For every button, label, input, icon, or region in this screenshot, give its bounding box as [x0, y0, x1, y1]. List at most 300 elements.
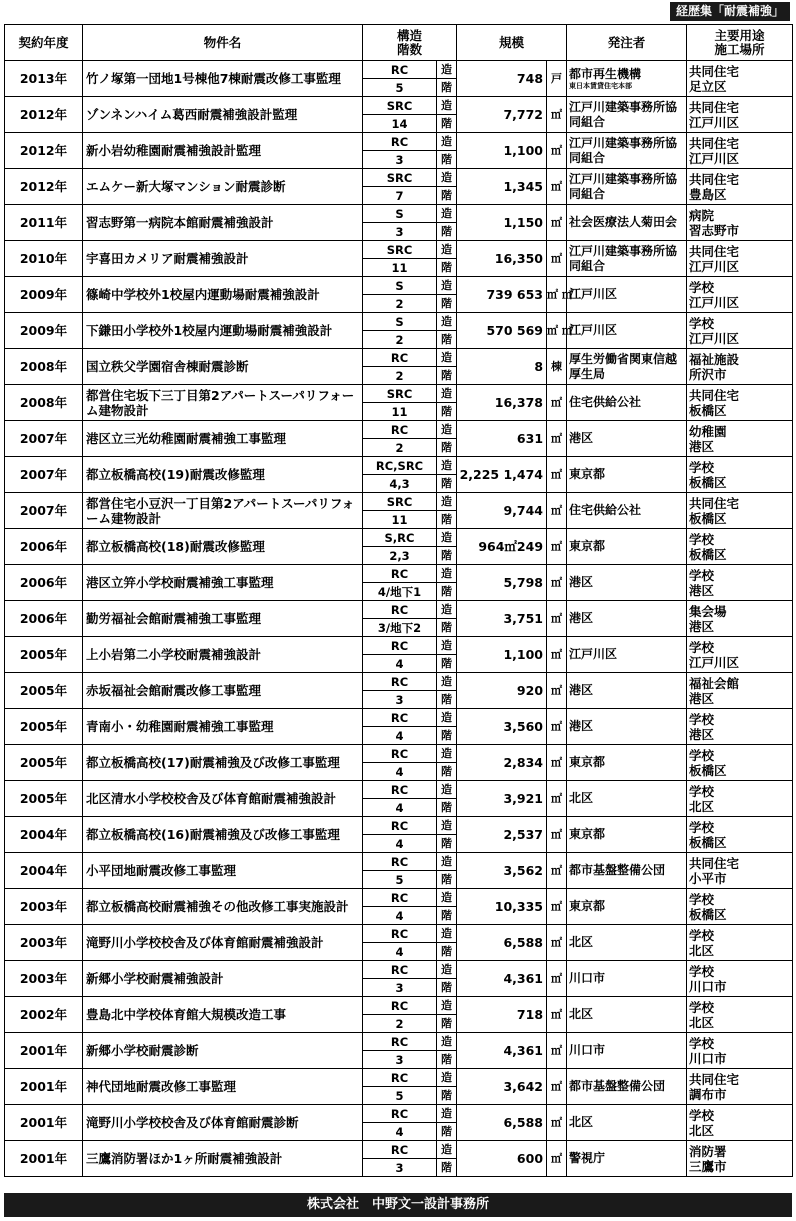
place-text: 板橋区	[689, 474, 727, 490]
scale-value-cell: 10,335	[457, 889, 547, 925]
structure-cell: SRC	[363, 241, 437, 259]
place-text: 板橋区	[689, 834, 727, 850]
client-name: 江戸川建築事務所協同組合	[569, 99, 678, 129]
client-name: 北区	[569, 935, 594, 949]
scale-unit-cell: ㎡	[547, 1141, 567, 1177]
use-place-cell	[687, 97, 793, 133]
table-row	[5, 133, 793, 151]
place-text: 板橋区	[689, 546, 727, 562]
use-place-cell	[687, 205, 793, 241]
use-place-cell	[687, 817, 793, 853]
scale-value-cell: 8	[457, 349, 547, 385]
structure-unit: 造	[437, 1033, 457, 1051]
use-text: 学校	[689, 747, 715, 763]
project-name-cell: 都立板橋高校(18)耐震改修監理	[83, 529, 363, 565]
use-text: 学校	[689, 315, 715, 331]
use-text: 共同住宅	[689, 243, 740, 259]
use-place-cell	[687, 349, 793, 385]
year-cell: 2006年	[5, 565, 83, 601]
floors-cell: 3	[363, 151, 437, 169]
structure-cell: RC,SRC	[363, 457, 437, 475]
scale-value-cell: 1,100	[457, 637, 547, 673]
floors-unit: 階	[437, 1087, 457, 1105]
place-text: 江戸川区	[689, 150, 740, 166]
structure-unit: 造	[437, 709, 457, 727]
table-row	[5, 421, 793, 439]
client-cell	[567, 709, 687, 745]
place-text: 板橋区	[689, 906, 727, 922]
use-text: 学校	[689, 819, 715, 835]
use-text: 共同住宅	[689, 1071, 740, 1087]
project-name-cell: 竹ノ塚第一団地1号棟他7棟耐震改修工事監理	[83, 61, 363, 97]
col-client: 発注者	[567, 25, 687, 61]
year-cell: 2004年	[5, 817, 83, 853]
place-text: 港区	[689, 690, 715, 706]
structure-unit: 造	[437, 1069, 457, 1087]
floors-unit: 階	[437, 943, 457, 961]
table-body	[5, 61, 793, 1177]
client-cell	[567, 673, 687, 709]
place-text: 調布市	[689, 1086, 727, 1102]
use-text: 共同住宅	[689, 495, 740, 511]
floors-unit: 階	[437, 115, 457, 133]
scale-unit-cell: ㎡	[547, 205, 567, 241]
client-name: 江戸川建築事務所協同組合	[569, 171, 678, 201]
table-row	[5, 457, 793, 475]
table-row	[5, 1069, 793, 1087]
col-scale: 規模	[457, 25, 567, 61]
client-name: 川口市	[569, 971, 606, 985]
scale-value-cell: 748	[457, 61, 547, 97]
scale-value-cell: 1,345	[457, 169, 547, 205]
place-text: 板橋区	[689, 762, 727, 778]
table-row	[5, 529, 793, 547]
use-place-cell	[687, 241, 793, 277]
floors-unit: 階	[437, 403, 457, 421]
project-name-cell: 神代団地耐震改修工事監理	[83, 1069, 363, 1105]
scale-unit-cell: ㎡	[547, 565, 567, 601]
client-cell	[567, 493, 687, 529]
place-text: 北区	[689, 798, 715, 814]
use-text: 学校	[689, 927, 715, 943]
client-name: 北区	[569, 791, 594, 805]
col-structure-top: 構造	[397, 27, 423, 43]
floors-unit: 階	[437, 151, 457, 169]
use-text: 共同住宅	[689, 855, 740, 871]
client-cell	[567, 97, 687, 133]
client-name: 東京都	[569, 755, 606, 769]
use-place-cell	[687, 601, 793, 637]
structure-cell: RC	[363, 1105, 437, 1123]
project-name-cell: 青南小・幼稚園耐震補強工事監理	[83, 709, 363, 745]
floors-unit: 階	[437, 331, 457, 349]
floors-unit: 階	[437, 547, 457, 565]
year-cell: 2003年	[5, 925, 83, 961]
floors-cell: 4	[363, 1123, 437, 1141]
place-text: 江戸川区	[689, 258, 740, 274]
client-name: 北区	[569, 1115, 594, 1129]
client-name: 警視庁	[569, 1151, 606, 1165]
client-name: 港区	[569, 611, 594, 625]
year-cell: 2009年	[5, 277, 83, 313]
scale-unit-cell: ㎡	[547, 997, 567, 1033]
scale-unit-cell: ㎡	[547, 961, 567, 997]
use-text: 学校	[689, 891, 715, 907]
use-place-cell	[687, 133, 793, 169]
table-row	[5, 313, 793, 331]
scale-value-cell: 739 653	[457, 277, 547, 313]
scale-unit-cell: ㎡	[547, 745, 567, 781]
floors-unit: 階	[437, 655, 457, 673]
structure-unit: 造	[437, 493, 457, 511]
structure-unit: 造	[437, 385, 457, 403]
place-text: 板橋区	[689, 510, 727, 526]
structure-cell: RC	[363, 673, 437, 691]
floors-cell: 2	[363, 367, 437, 385]
scale-value-cell: 7,772	[457, 97, 547, 133]
table-row	[5, 61, 793, 79]
year-cell: 2006年	[5, 601, 83, 637]
year-cell: 2007年	[5, 493, 83, 529]
use-text: 病院	[689, 207, 715, 223]
structure-unit: 造	[437, 349, 457, 367]
use-place-cell	[687, 853, 793, 889]
place-text: 板橋区	[689, 402, 727, 418]
scale-value-cell: 9,744	[457, 493, 547, 529]
scale-unit-cell: ㎡	[547, 853, 567, 889]
structure-unit: 造	[437, 745, 457, 763]
floors-unit: 階	[437, 79, 457, 97]
scale-unit-cell: ㎡	[547, 673, 567, 709]
project-name-cell: 滝野川小学校校舎及び体育館耐震補強設計	[83, 925, 363, 961]
client-name: 江戸川建築事務所協同組合	[569, 243, 678, 273]
client-name: 住宅供給公社	[569, 503, 642, 517]
year-cell: 2011年	[5, 205, 83, 241]
project-history-table	[4, 24, 793, 1177]
structure-cell: RC	[363, 853, 437, 871]
place-text: 江戸川区	[689, 654, 740, 670]
floors-cell: 4	[363, 835, 437, 853]
scale-unit-cell: ㎡	[547, 709, 567, 745]
project-name-cell: 勤労福祉会館耐震補強工事監理	[83, 601, 363, 637]
use-place-cell	[687, 493, 793, 529]
use-place-cell	[687, 745, 793, 781]
scale-value-cell: 5,798	[457, 565, 547, 601]
floors-cell: 14	[363, 115, 437, 133]
year-cell: 2006年	[5, 529, 83, 565]
scale-unit-cell: ㎡	[547, 925, 567, 961]
floors-cell: 2,3	[363, 547, 437, 565]
floors-unit: 階	[437, 691, 457, 709]
scale-value-cell: 16,350	[457, 241, 547, 277]
structure-unit: 造	[437, 529, 457, 547]
scale-unit-cell: ㎡	[547, 421, 567, 457]
project-name-cell: 新郷小学校耐震診断	[83, 1033, 363, 1069]
floors-cell: 2	[363, 295, 437, 313]
project-name-cell: 習志野第一病院本館耐震補強設計	[83, 205, 363, 241]
scale-unit-cell: ㎡	[547, 601, 567, 637]
structure-unit: 造	[437, 961, 457, 979]
use-text: 共同住宅	[689, 63, 740, 79]
place-text: 習志野市	[689, 222, 740, 238]
client-name: 港区	[569, 719, 594, 733]
table-row	[5, 997, 793, 1015]
use-text: 学校	[689, 459, 715, 475]
structure-cell: RC	[363, 817, 437, 835]
client-cell	[567, 1069, 687, 1105]
floors-cell: 11	[363, 403, 437, 421]
table-row	[5, 781, 793, 799]
scale-value-cell: 570 569	[457, 313, 547, 349]
scale-value-cell: 920	[457, 673, 547, 709]
structure-unit: 造	[437, 61, 457, 79]
use-place-cell	[687, 421, 793, 457]
client-cell	[567, 529, 687, 565]
project-name-cell: 国立秩父学園宿舎棟耐震診断	[83, 349, 363, 385]
project-name-cell: 港区立三光幼稚園耐震補強工事監理	[83, 421, 363, 457]
project-name-cell: 都立板橋高校(17)耐震補強及び改修工事監理	[83, 745, 363, 781]
use-text: 共同住宅	[689, 135, 740, 151]
use-place-cell	[687, 61, 793, 97]
structure-unit: 造	[437, 1141, 457, 1159]
floors-unit: 階	[437, 907, 457, 925]
floors-unit: 階	[437, 583, 457, 601]
place-text: 港区	[689, 618, 715, 634]
scale-value-cell: 4,361	[457, 1033, 547, 1069]
year-cell: 2009年	[5, 313, 83, 349]
year-cell: 2012年	[5, 169, 83, 205]
floors-unit: 階	[437, 763, 457, 781]
scale-value-cell: 2,225 1,474	[457, 457, 547, 493]
project-name-cell: 都営住宅小豆沢一丁目第2アパートスーパリフォーム建物設計	[83, 493, 363, 529]
client-name: 江戸川建築事務所協同組合	[569, 135, 678, 165]
structure-unit: 造	[437, 781, 457, 799]
project-name-cell: 新小岩幼稚園耐震補強設計監理	[83, 133, 363, 169]
structure-cell: RC	[363, 745, 437, 763]
client-name: 江戸川区	[569, 323, 618, 337]
client-cell	[567, 925, 687, 961]
structure-cell: RC	[363, 1033, 437, 1051]
use-place-cell	[687, 1141, 793, 1177]
col-year: 契約年度	[5, 25, 83, 61]
project-name-cell: 都立板橋高校耐震補強その他改修工事実施設計	[83, 889, 363, 925]
year-cell: 2001年	[5, 1069, 83, 1105]
year-cell: 2008年	[5, 385, 83, 421]
use-place-cell	[687, 961, 793, 997]
structure-cell: S	[363, 205, 437, 223]
place-text: 小平市	[689, 870, 727, 886]
structure-cell: RC	[363, 997, 437, 1015]
scale-value-cell: 3,921	[457, 781, 547, 817]
client-cell	[567, 889, 687, 925]
project-name-cell: 都営住宅坂下三丁目第2アパートスーパリフォーム建物設計	[83, 385, 363, 421]
structure-unit: 造	[437, 277, 457, 295]
floors-cell: 7	[363, 187, 437, 205]
client-cell	[567, 745, 687, 781]
scale-unit-cell: ㎡	[547, 817, 567, 853]
client-cell	[567, 133, 687, 169]
table-row	[5, 853, 793, 871]
table-row	[5, 205, 793, 223]
project-name-cell: 宇喜田カメリア耐震補強設計	[83, 241, 363, 277]
col-use	[687, 25, 793, 61]
structure-unit: 造	[437, 565, 457, 583]
scale-value-cell: 6,588	[457, 1105, 547, 1141]
scale-value-cell: 3,562	[457, 853, 547, 889]
floors-unit: 階	[437, 835, 457, 853]
client-name: 都市再生機構	[569, 66, 642, 81]
year-cell: 2002年	[5, 997, 83, 1033]
structure-unit: 造	[437, 637, 457, 655]
year-cell: 2007年	[5, 457, 83, 493]
structure-cell: RC	[363, 133, 437, 151]
project-name-cell: 港区立笄小学校耐震補強工事監理	[83, 565, 363, 601]
year-cell: 2012年	[5, 97, 83, 133]
place-text: 所沢市	[689, 366, 727, 382]
place-text: 江戸川区	[689, 294, 740, 310]
scale-unit-cell: ㎡	[547, 1033, 567, 1069]
structure-cell: SRC	[363, 493, 437, 511]
client-name: 川口市	[569, 1043, 606, 1057]
table-row	[5, 961, 793, 979]
floors-cell: 4/地下1	[363, 583, 437, 601]
table-row	[5, 889, 793, 907]
scale-value-cell: 2,834	[457, 745, 547, 781]
use-text: 学校	[689, 279, 715, 295]
structure-cell: RC	[363, 709, 437, 727]
client-sub: 東日本賃貸住宅本部	[569, 81, 633, 90]
floors-unit: 階	[437, 187, 457, 205]
structure-cell: RC	[363, 601, 437, 619]
use-text: 幼稚園	[689, 423, 727, 439]
use-place-cell	[687, 277, 793, 313]
table-row	[5, 1033, 793, 1051]
table-row	[5, 709, 793, 727]
project-name-cell: 三鷹消防署ほか1ヶ所耐震補強設計	[83, 1141, 363, 1177]
use-place-cell	[687, 925, 793, 961]
client-cell	[567, 1033, 687, 1069]
table-row	[5, 241, 793, 259]
use-text: 共同住宅	[689, 387, 740, 403]
floors-unit: 階	[437, 259, 457, 277]
scale-unit-cell: ㎡	[547, 889, 567, 925]
client-cell	[567, 565, 687, 601]
scale-unit-cell: ㎡	[547, 97, 567, 133]
structure-unit: 造	[437, 241, 457, 259]
use-place-cell	[687, 1069, 793, 1105]
use-text: 学校	[689, 999, 715, 1015]
floors-cell: 11	[363, 259, 437, 277]
use-place-cell	[687, 673, 793, 709]
client-cell	[567, 637, 687, 673]
structure-cell: RC	[363, 61, 437, 79]
use-text: 学校	[689, 639, 715, 655]
use-place-cell	[687, 457, 793, 493]
structure-unit: 造	[437, 817, 457, 835]
table-row	[5, 385, 793, 403]
year-cell: 2001年	[5, 1141, 83, 1177]
scale-value-cell: 3,751	[457, 601, 547, 637]
year-cell: 2005年	[5, 673, 83, 709]
client-cell	[567, 961, 687, 997]
project-name-cell: エムケー新大塚マンション耐震診断	[83, 169, 363, 205]
floors-cell: 4	[363, 727, 437, 745]
structure-cell: S,RC	[363, 529, 437, 547]
client-cell	[567, 1141, 687, 1177]
client-cell	[567, 601, 687, 637]
scale-unit-cell: ㎡	[547, 781, 567, 817]
client-cell	[567, 853, 687, 889]
table-row	[5, 97, 793, 115]
table-row	[5, 745, 793, 763]
scale-value-cell: 3,560	[457, 709, 547, 745]
scale-unit-cell: ㎡ ㎡	[547, 313, 567, 349]
client-cell	[567, 421, 687, 457]
place-text: 港区	[689, 726, 715, 742]
use-text: 学校	[689, 531, 715, 547]
place-text: 川口市	[689, 1050, 727, 1066]
structure-cell: RC	[363, 1141, 437, 1159]
use-place-cell	[687, 565, 793, 601]
place-text: 三鷹市	[689, 1158, 727, 1174]
scale-unit-cell: ㎡	[547, 493, 567, 529]
use-text: 学校	[689, 711, 715, 727]
year-cell: 2005年	[5, 637, 83, 673]
client-name: 東京都	[569, 899, 606, 913]
table-row	[5, 493, 793, 511]
structure-unit: 造	[437, 205, 457, 223]
scale-unit-cell: ㎡ ㎡	[547, 277, 567, 313]
scale-value-cell: 1,150	[457, 205, 547, 241]
project-name-cell: 篠崎中学校外1校屋内運動場耐震補強設計	[83, 277, 363, 313]
client-cell	[567, 277, 687, 313]
scale-value-cell: 4,361	[457, 961, 547, 997]
table-row	[5, 1141, 793, 1159]
structure-cell: RC	[363, 1069, 437, 1087]
table-row	[5, 925, 793, 943]
floors-unit: 階	[437, 1051, 457, 1069]
use-text: 学校	[689, 567, 715, 583]
structure-unit: 造	[437, 313, 457, 331]
year-cell: 2001年	[5, 1105, 83, 1141]
scale-value-cell: 2,537	[457, 817, 547, 853]
year-cell: 2010年	[5, 241, 83, 277]
floors-cell: 4,3	[363, 475, 437, 493]
floors-unit: 階	[437, 511, 457, 529]
structure-cell: RC	[363, 637, 437, 655]
structure-unit: 造	[437, 889, 457, 907]
floors-cell: 3/地下2	[363, 619, 437, 637]
floors-unit: 階	[437, 1159, 457, 1177]
use-place-cell	[687, 529, 793, 565]
project-name-cell: 下鎌田小学校外1校屋内運動場耐震補強設計	[83, 313, 363, 349]
use-text: 集会場	[689, 603, 727, 619]
use-text: 福祉施設	[689, 351, 740, 367]
scale-value-cell: 631	[457, 421, 547, 457]
floors-unit: 階	[437, 1123, 457, 1141]
place-text: 北区	[689, 1122, 715, 1138]
structure-cell: SRC	[363, 169, 437, 187]
scale-value-cell: 964㎡249	[457, 529, 547, 565]
floors-cell: 2	[363, 439, 437, 457]
place-text: 北区	[689, 942, 715, 958]
client-cell	[567, 205, 687, 241]
client-name: 東京都	[569, 467, 606, 481]
structure-cell: RC	[363, 925, 437, 943]
use-text: 学校	[689, 1035, 715, 1051]
project-name-cell: 小平団地耐震改修工事監理	[83, 853, 363, 889]
floors-unit: 階	[437, 871, 457, 889]
